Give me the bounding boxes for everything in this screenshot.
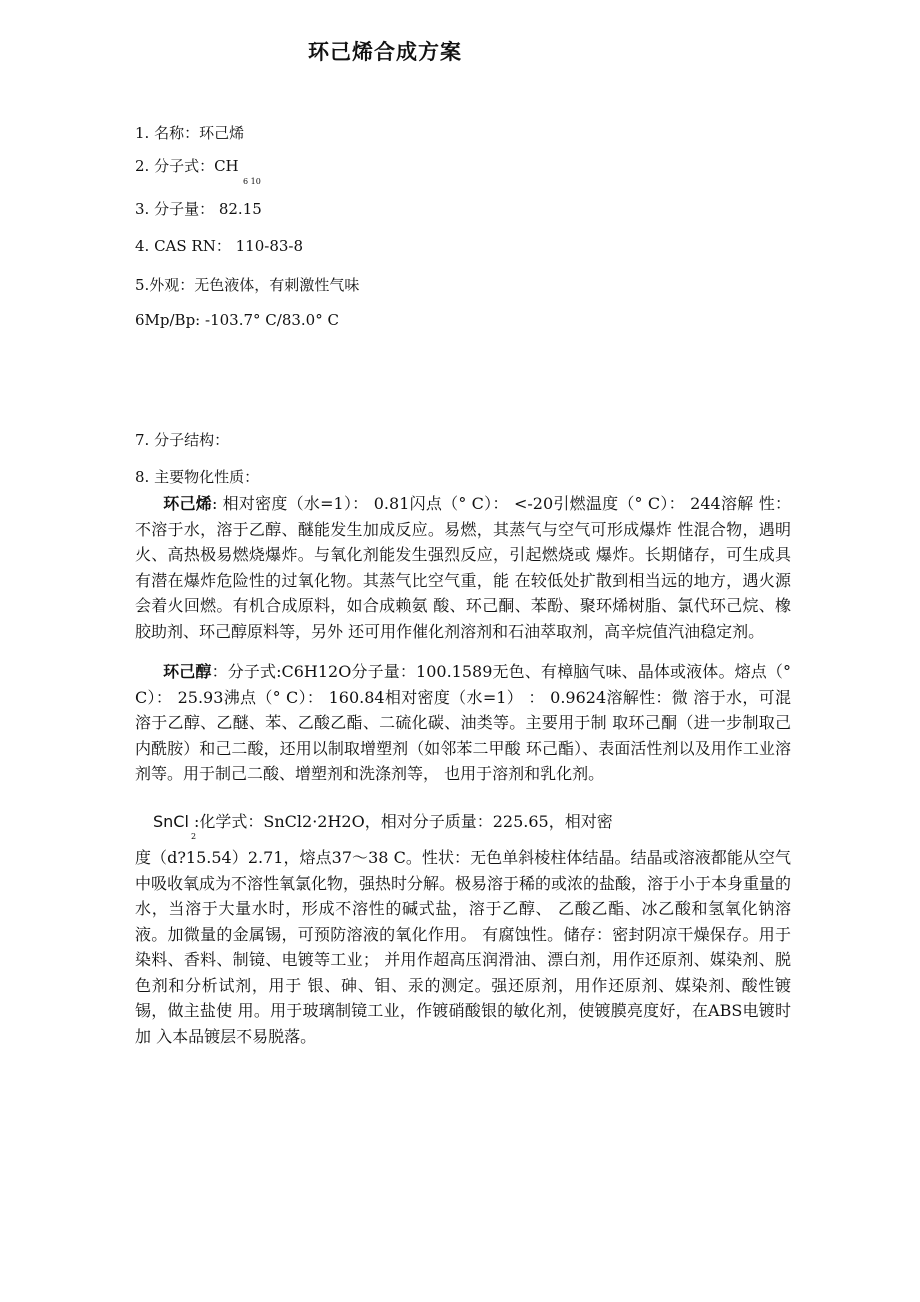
- item-formula-subscript: 6 10: [243, 177, 261, 186]
- item-mp-bp: 6Mp/Bp: -103.7° C/83.0° C: [135, 311, 339, 329]
- item-properties: 8. 主要物化性质：: [135, 468, 260, 486]
- cyclohexanol-paragraph: [135, 659, 791, 787]
- item-name: 1. 名称：环己烯: [135, 124, 245, 142]
- item-cas: 4. CAS RN： 110-83-8: [135, 237, 304, 255]
- sncl2-paragraph: 度（d?15.54）2.71，熔点37～38 C。性状：无色单斜棱柱体结晶。结晶或溶液都能从空气中吸收氧成为不溶性氧氯化物，强热时分解。极易溶于稀的或浓的盐酸，溶于小于本身重量的水，当溶于大量水时，形成不溶性的碱式盐，溶于乙醇、 乙酸乙酯、冰乙酸和氢氧化钠溶液。加微量的金属锡，可预防溶液的氧化作用。 有腐蚀性。储存：密封阴凉干燥保存。用于染料、香料、制镜、电镀等工业； 并用作超高压润滑油、漂白剂，用作还原剂、媒染剂、脱色剂和分析试剂，用于 银、砷、钼、汞的测定。强还原剂，用作还原剂、媒染剂、酸性镀锡，做主盐使 用。用于玻璃制镜工业，作镀硝酸银的敏化剂，使镀膜亮度好，在ABS电镀时加 入本品镀层不易脱落。: [135, 848, 792, 1046]
- item-molecular-weight: 3. 分子量： 82.15: [135, 200, 262, 218]
- cyclohexanol-lead: 环己醇: [163, 662, 212, 681]
- document-title: 环己烯合成方案: [308, 40, 462, 64]
- sncl2-first-line-text: :化学式：SnCl2·2H2O，相对分子质量：225.65，相对密: [188, 812, 613, 831]
- cyclohexene-lead: 环己烯: [163, 494, 212, 513]
- item-appearance: 5.外观：无色液体，有刺激性气味: [135, 276, 360, 294]
- cyclohexene-paragraph: [135, 491, 791, 644]
- sncl2-lead: SnCl: [153, 812, 189, 831]
- cyclohexanol-text: ：分子式:C6H12O分子量：100.1589无色、有樟脑气味、晶体或液体。熔点（° C）： 25.93沸点（° C）： 160.84相对密度（水=1） ： 0.9624溶解性：微 溶于水，可混溶于乙醇、乙醚、苯、乙酸乙酯、二硫化碳、油类等。主要用于制 取环己酮（进一步制取己内酰胺）和己二酸，还用以制取增塑剂（如邻苯二甲酸 环己酯）、表面活性剂以及用作工业溶剂等。用于制己二酸、增塑剂和洗涤剂等， 也用于溶剂和乳化剂。: [135, 662, 791, 783]
- item-structure: 7. 分子结构：: [135, 431, 230, 449]
- cyclohexene-text: : 相对密度（水=1）： 0.81闪点（° C）： <-20引燃温度（° C）： 244溶解 性：不溶于水，溶于乙醇、醚能发生加成反应。易燃，其蒸气与空气可形成爆炸 性混合物，遇明火、高热极易燃烧爆炸。与氧化剂能发生强烈反应，引起燃烧或 爆炸。长期储存，可生成具有潜在爆炸危险性的过氧化物。其蒸气比空气重，能 在较低处扩散到相当远的地方，遇火源会着火回燃。有机合成原料，如合成赖氨 酸、环己酮、苯酚、聚环烯树脂、氯代环己烷、橡胶助剂、环己醇原料等，另外 还可用作催化剂溶剂和石油萃取剂，高辛烷值汽油稳定剂。: [135, 494, 791, 641]
- sncl2-subscript: 2: [191, 832, 197, 841]
- sncl2-first-line: [153, 809, 613, 832]
- item-formula: 2. 分子式：CH: [135, 157, 239, 175]
